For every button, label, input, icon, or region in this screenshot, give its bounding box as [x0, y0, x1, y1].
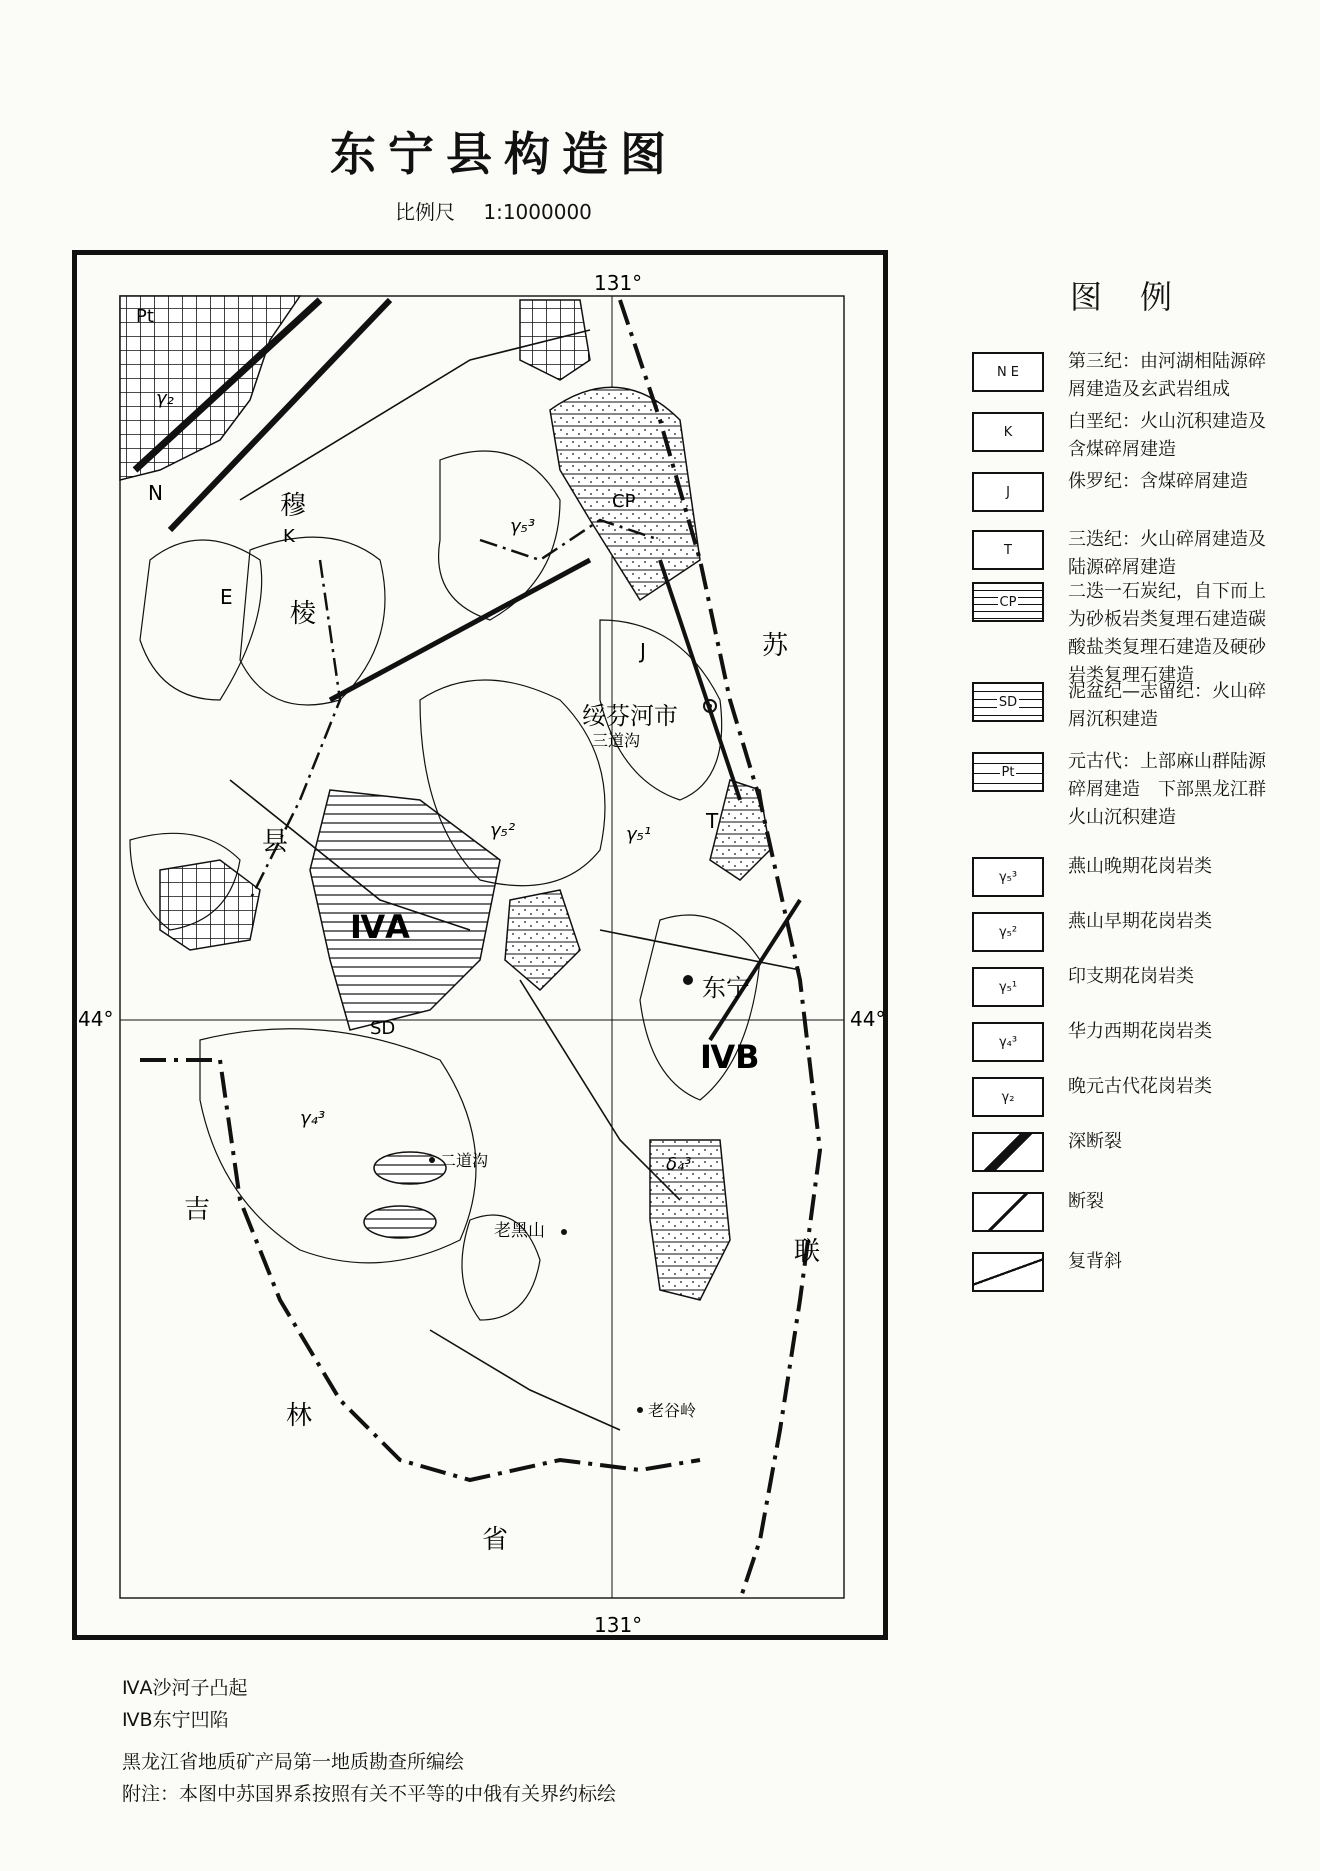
place-sandaogou: 三道沟 — [592, 731, 641, 750]
legend-text: 华力西期花岗岩类 — [1068, 1021, 1212, 1042]
place-suifenhe: 绥芬河市 — [582, 702, 678, 730]
region-label-ji: 吉 — [184, 1195, 211, 1225]
legend-swatch — [972, 352, 1044, 392]
legend-text: 燕山晚期花岗岩类 — [1068, 856, 1212, 877]
note-zone-a: ⅣA沙河子凸起 — [122, 1677, 248, 1699]
legend-text: 二迭一石炭纪，自下而上为砂板岩类复理石建造碳酸盐类复理石建造及硬砂岩类复理石建造 — [1068, 581, 1266, 686]
legend-text: 晚元古代花岗岩类 — [1068, 1076, 1212, 1097]
lat-right-label: 44° — [850, 1007, 886, 1031]
legend-title: 图例 — [1070, 278, 1211, 316]
legend-swatch — [972, 752, 1044, 792]
map-title: 东宁县构造图 — [330, 127, 678, 181]
legend-symbol: γ₂ — [1001, 1089, 1015, 1105]
scale-value: 1:1000000 — [483, 200, 592, 224]
legend-swatch — [972, 1132, 1044, 1172]
legend-text: 断裂 — [1068, 1191, 1104, 1212]
legend-text: 复背斜 — [1068, 1251, 1122, 1272]
unit-label-j: J — [640, 639, 646, 663]
unit-label-g53: γ₅³ — [510, 516, 536, 537]
legend-swatch — [972, 967, 1044, 1007]
unit-label-g2: γ₂ — [156, 388, 174, 409]
legend-text: 第三纪：由河湖相陆源碎屑建造及玄武岩组成 — [1068, 351, 1266, 400]
unit-label-n: N — [148, 481, 163, 505]
place-dongning: 东宁 — [702, 974, 750, 1002]
unit-label-t: T — [706, 809, 719, 833]
scale-label: 比例尺 — [395, 200, 455, 224]
unit-label-g43: γ₄³ — [300, 1108, 326, 1129]
place-laoguling: 老谷岭 — [648, 1401, 697, 1420]
legend-swatch — [972, 1077, 1044, 1117]
legend-symbol: K — [1003, 424, 1013, 440]
legend-symbol: SD — [998, 694, 1018, 710]
legend-symbol: CP — [999, 594, 1017, 610]
note-zone-b: ⅣB东宁凹陷 — [122, 1709, 229, 1731]
region-label-lin: 林 — [286, 1401, 313, 1431]
region-label-xian: 县 — [262, 827, 289, 857]
legend-swatch — [972, 1192, 1044, 1232]
region-label-mu: 穆 — [280, 491, 307, 521]
map-notes — [122, 1672, 616, 1810]
place-erdaogou: 二道沟 — [440, 1151, 489, 1170]
unit-label-d43: δ₄³ — [666, 1154, 692, 1175]
legend-text: 深断裂 — [1068, 1131, 1122, 1152]
legend-symbol: γ₄³ — [998, 1034, 1018, 1050]
place-laoheishan: 老黑山 — [494, 1221, 545, 1241]
legend-symbol: γ₅³ — [998, 869, 1018, 885]
unit-label-g52: γ₅² — [490, 820, 516, 841]
legend-symbol: γ₅¹ — [998, 979, 1018, 995]
dongning-marker — [683, 975, 693, 985]
legend-symbol: Pt — [1001, 764, 1015, 780]
legend-text: 三迭纪：火山碎屑建造及陆源碎屑建造 — [1068, 529, 1266, 578]
lon-top-label: 131° — [594, 271, 643, 295]
legend-swatch — [972, 1022, 1044, 1062]
legend-symbol: T — [1004, 542, 1012, 558]
unit-label-sd: SD — [370, 1018, 396, 1039]
unit-label-cp: CP — [612, 491, 636, 512]
legend-swatch — [972, 530, 1044, 570]
unit-label-pt: Pt — [136, 306, 154, 327]
legend-symbol: N E — [996, 364, 1020, 380]
legend-swatch — [972, 582, 1044, 622]
region-label-sheng: 省 — [482, 1525, 509, 1555]
legend-swatch — [972, 912, 1044, 952]
legend-swatch — [972, 472, 1044, 512]
unit-label-e: E — [220, 585, 233, 609]
region-label-lian: 联 — [794, 1237, 821, 1267]
legend-text: 元古代：上部麻山群陆源碎屑建造 下部黑龙江群火山沉积建造 — [1068, 751, 1266, 828]
legend-swatch — [972, 1252, 1044, 1292]
zone-b-label: ⅣB — [700, 1038, 760, 1076]
lon-bottom-label: 131° — [594, 1613, 643, 1637]
lat-left-label: 44° — [78, 1007, 114, 1031]
note-remark: 附注：本图中苏国界系按照有关不平等的中俄有关界约标绘 — [122, 1783, 617, 1805]
zone-a-label: ⅣA — [350, 908, 410, 946]
unit-label-g51: γ₅¹ — [626, 824, 652, 845]
region-label-leng: 棱 — [290, 599, 317, 629]
legend-swatch — [972, 857, 1044, 897]
legend-swatch — [972, 682, 1044, 722]
note-compiler: 黑龙江省地质矿产局第一地质勘查所编绘 — [122, 1751, 465, 1773]
legend-text: 侏罗纪：含煤碎屑建造 — [1068, 471, 1248, 492]
legend-text: 印支期花岗岩类 — [1068, 966, 1194, 987]
legend-text: 燕山早期花岗岩类 — [1068, 911, 1212, 932]
unit-label-k: K — [283, 526, 295, 547]
region-label-su: 苏 — [762, 631, 789, 661]
legend-symbol: γ₅² — [998, 924, 1018, 940]
legend-text: 白垩纪：火山沉积建造及含煤碎屑建造 — [1068, 411, 1266, 460]
legend-swatch — [972, 412, 1044, 452]
legend-text: 泥盆纪—志留纪：火山碎屑沉积建造 — [1068, 681, 1266, 730]
legend-symbol: J — [1006, 484, 1010, 500]
